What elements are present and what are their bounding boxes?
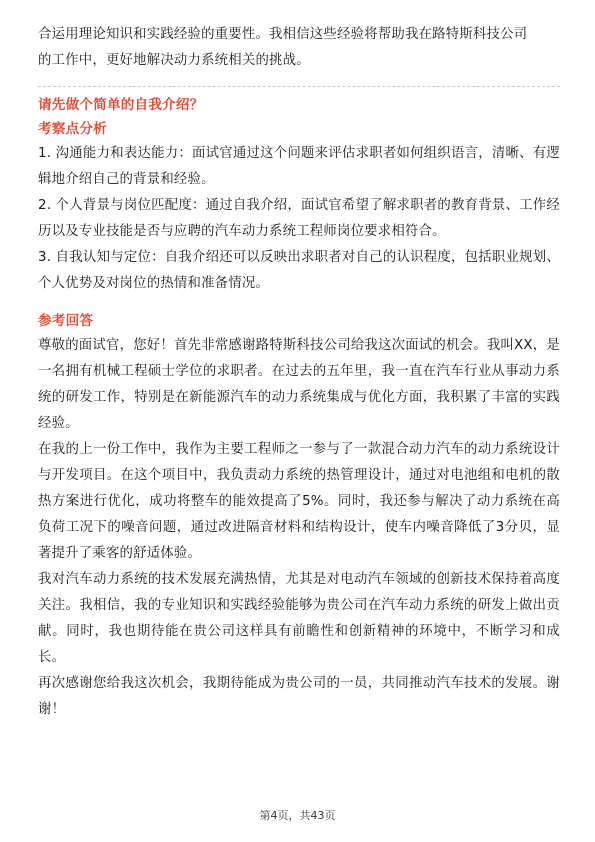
intro-tail-paragraph (38, 22, 560, 74)
answer-title: 参考回答 (38, 313, 94, 329)
page-number-footer: 第4页，共43页 (259, 809, 336, 822)
analysis-point-3: 3. 自我认知与定位：自我介绍还可以反映出求职者对自己的认识程度，包括职业规划、个人优势及对岗位的热情和准备情况。 (38, 250, 560, 291)
answer-paragraph-4: 再次感谢您给我这次机会，我期待能成为贵公司的一员，共同推动汽车技术的发展。谢谢！ (38, 676, 560, 717)
analysis-title: 考察点分析 (38, 121, 107, 137)
page-content (38, 22, 560, 723)
intro-tail-line-2: 的工作中，更好地解决动力系统相关的挑战。 (38, 53, 310, 68)
analysis-point-1: 1. 沟通能力和表达能力：面试官通过这个问题来评估求职者如何组织语言，清晰、有逻辑地介绍自己的背景和经验。 (38, 146, 560, 187)
answer-paragraph-3: 我对汽车动力系统的技术发展充满热情，尤其是对电动汽车领域的创新技术保持着高度关注。我相信，我的专业知识和实践经验能够为贵公司在汽车动力系统的研发上做出贡献。同时，我也期待能在贵公司这样具有前瞻性和创新精神的环境中，不断学习和成长。 (38, 572, 560, 665)
intro-tail-line-1: 合运用理论知识和实践经验的重要性。我相信这些经验将帮助我在路特斯科技公司 (38, 27, 528, 42)
answer-paragraph-2: 在我的上一份工作中，我作为主要工程师之一参与了一款混合动力汽车的动力系统设计与开发项目。在这个项目中，我负责动力系统的热管理设计，通过对电池组和电机的散热方案进行优化，成功将整车的能效提高了5%。同时，我还参与解决了动力系统在高负荷工况下的噪音问题，通过改进隔音材料和结构设计，使车内噪音降低了3分贝，显著提升了乘客的舒适体验。 (38, 442, 560, 561)
question-heading: 请先做个简单的自我介绍？ (38, 97, 204, 113)
answer-paragraph-1: 尊敬的面试官，您好！首先非常感谢路特斯科技公司给我这次面试的机会。我叫XX，是一名拥有机械工程硕士学位的求职者。在过去的五年里，我一直在汽车行业从事动力系统的研发工作，特别是在新能源汽车的动力系统集成与优化方面，我积累了丰富的实践经验。 (38, 338, 560, 431)
section-divider (38, 86, 560, 87)
analysis-point-2: 2. 个人背景与岗位匹配度：通过自我介绍，面试官希望了解求职者的教育背景、工作经历以及专业技能是否与应聘的汽车动力系统工程师岗位要求相符合。 (38, 198, 560, 239)
